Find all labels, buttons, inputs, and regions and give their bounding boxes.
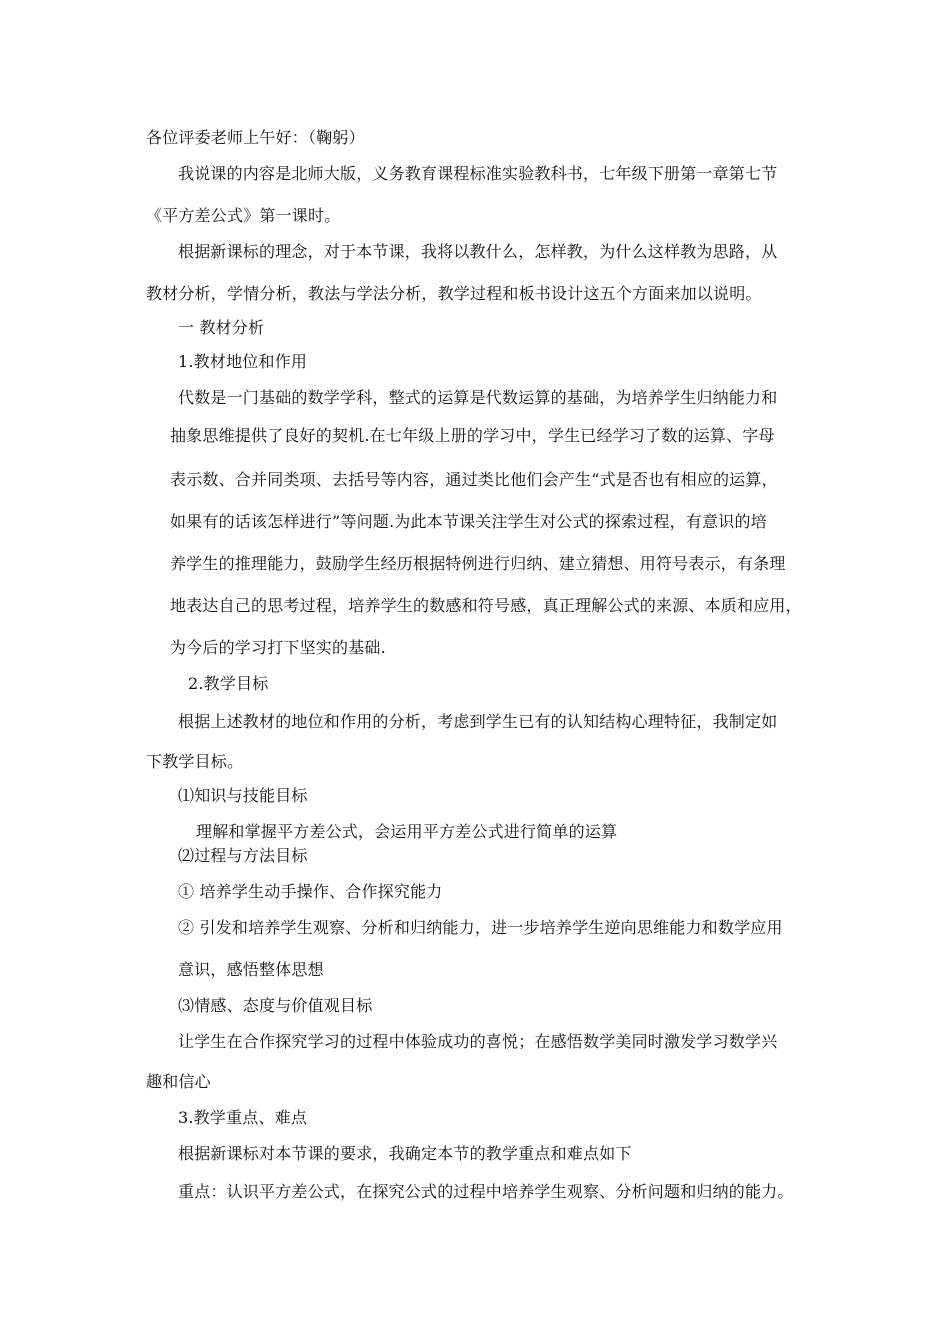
goal-2-item-1: ① 培养学生动手操作、合作探究能力 [178, 882, 443, 901]
plan-line-1: 根据新课标的理念，对于本节课，我将以教什么，怎样教，为什么这样教为思路，从 [178, 242, 778, 261]
greeting: 各位评委老师上午好：（鞠躬） [146, 128, 365, 147]
subsection-1-paragraph-line-6: 地表达自己的思考过程，培养学生的数感和符号感，真正理解公式的来源、本质和应用， [170, 596, 802, 615]
goal-2-item-2-line-1: ② 引发和培养学生观察、分析和归纳能力，进一步培养学生逆向思维能力和数学应用 [178, 918, 783, 937]
subsection-1-paragraph-line-2: 抽象思维提供了良好的契机.在七年级上册的学习中，学生已经学习了数的运算、字母 [170, 426, 775, 445]
goal-2-item-2-line-2: 意识，感悟整体思想 [178, 960, 324, 979]
plan-line-2: 教材分析，学情分析，教法与学法分析，教学过程和板书设计这五个方面来加以说明。 [146, 284, 762, 303]
goal-3-line-1: 让学生在合作探究学习的过程中体验成功的喜悦；在感悟数学美同时激发学习数学兴 [178, 1032, 778, 1051]
subsection-1-heading: 1.教材地位和作用 [178, 352, 308, 371]
subsection-2-paragraph-line-2: 下教学目标。 [146, 752, 244, 771]
subsection-3-heading: 3.教学重点、难点 [178, 1108, 308, 1127]
subsection-2-heading: 2.教学目标 [188, 674, 269, 693]
goal-1-text: 理解和掌握平方差公式，会运用平方差公式进行简单的运算 [196, 822, 618, 841]
subsection-1-paragraph-line-1: 代数是一门基础的数学学科，整式的运算是代数运算的基础，为培养学生归纳能力和 [178, 388, 778, 407]
goal-2-heading: ⑵过程与方法目标 [178, 846, 308, 865]
section-1-heading: 一 教材分析 [178, 318, 265, 337]
subsection-3-key-point: 重点：认识平方差公式，在探究公式的过程中培养学生观察、分析问题和归纳的能力。 [178, 1182, 794, 1201]
subsection-1-paragraph-line-7: 为今后的学习打下坚实的基础. [170, 638, 386, 657]
subsection-1-paragraph-line-5: 养学生的推理能力，鼓励学生经历根据特例进行归纳、建立猜想、用符号表示，有条理 [170, 554, 786, 573]
goal-3-heading: ⑶情感、态度与价值观目标 [178, 996, 373, 1015]
subsection-1-paragraph-line-4: 如果有的话该怎样进行”等问题.为此本节课关注学生对公式的探索过程，有意识的培 [170, 512, 767, 531]
goal-1-heading: ⑴知识与技能目标 [178, 786, 308, 805]
intro-line-2: 《平方差公式》第一课时。 [146, 206, 341, 225]
goal-3-line-2: 趣和信心 [146, 1072, 211, 1091]
intro-line-1: 我说课的内容是北师大版，义务教育课程标准实验教科书，七年级下册第一章第七节 [178, 164, 778, 183]
subsection-1-paragraph-line-3: 表示数、合并同类项、去括号等内容，通过类比他们会产生“式是否也有相应的运算， [170, 470, 778, 489]
subsection-3-paragraph: 根据新课标对本节课的要求，我确定本节的教学重点和难点如下 [178, 1144, 632, 1163]
subsection-2-paragraph-line-1: 根据上述教材的地位和作用的分析，考虑到学生已有的认知结构心理特征，我制定如 [178, 712, 778, 731]
